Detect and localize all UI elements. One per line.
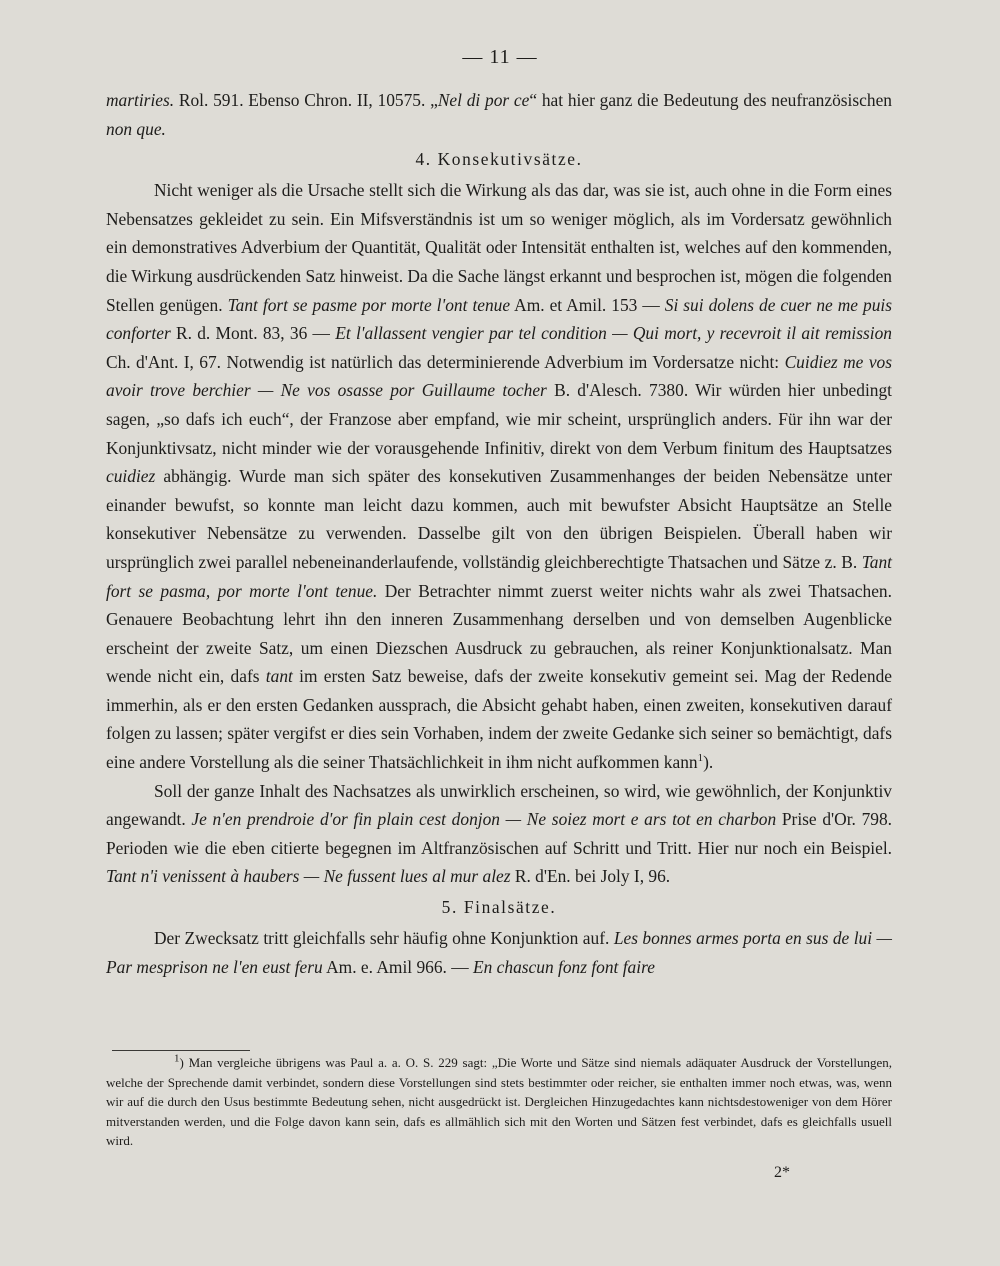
italic-phrase: Cuidiez me vos avoir trove berchier — Ne vos osasse por Guillaume tocher <box>106 351 892 401</box>
footnote-ref: 1 <box>697 752 704 765</box>
text-run: Ch. d'Ant. I, 67. Notwendig ist natürlich das determinierende Adverbium im Vordersatze nicht: <box>106 351 785 372</box>
text-run: Der Betrachter nimmt zuerst weiter nichts wahr als zwei Thatsachen. Genauere Beobachtung lehrt ihn den inneren Zusammenhang derselben und von demselben Augenblicke erscheint der zweite Satz, um einen Diezschen Ausdruck zu gebrauchen, als reiner Konjunktionalsatz. Man wende nicht ein, dafs <box>106 580 892 687</box>
text-run: Am. e. Amil 966. — <box>322 956 473 977</box>
italic-phrase: Nel di por ce <box>437 90 530 110</box>
signature-mark: 2* <box>774 1164 790 1181</box>
italic-phrase: Tant fort se pasme por morte l'ont tenue <box>227 294 511 315</box>
footnote-body: ) Man vergleiche übrigens was Paul a. a. O. S. 229 sagt: „Die Worte und Sätze sind niemals adäquater Ausdruck der Vorstellungen, welche der Sprechende damit verbindet, sondern diese Vorstellungen sind stets bestimmter oder reicher, sie enthalten immer noch etwas, was, wenn wir auf die durch den Usus bestimmte Bedeutung sehen, nicht ausgedrückt ist. Dergleichen Hinzugedachtes kann nichtsdestoweniger von dem Hörer mitverstanden werden, und die Folge davon kann sein, dafs es allmählich sich mit den Worten und Sätzen fest verbindet, dafs es gleichfalls usuell wird. <box>106 1055 892 1148</box>
text-run: im ersten Satz beweise, dafs der zweite konsekutiv gemeint sei. Mag der Redende immerhin, als er den ersten Gedanken aussprach, die Absicht gehabt haben, einen zweiten, konsekutiven darauf folgen zu lassen; später vergifst er dies sein Vorhaben, indem der zweite Gedanke sich seiner so bemächtigt, dafs eine andere Vorstellung als die seiner Thatsächlichkeit in ihm nicht aufkommen kann <box>106 666 892 773</box>
text-run: ). <box>703 752 714 773</box>
footnote <box>106 1053 892 1151</box>
text-run: Rol. 591. Ebenso Chron. II, 10575. „ <box>174 90 438 110</box>
italic-phrase: Tant fort se pasma, por morte l'ont tenue. <box>106 551 892 601</box>
italic-phrase: Je n'en prendroie d'or fin plain cest donjon — Ne soiez mort e ars tot en charbon <box>191 809 777 830</box>
text-run: R. d. Mont. 83, 36 — <box>170 323 336 344</box>
text-run: Soll der ganze Inhalt des Nachsatzes als unwirklich erscheinen, so wird, wie gewöhnlich, der Konjunktiv angewandt. <box>106 780 892 830</box>
footnote-text <box>106 1053 892 1151</box>
footnote-marker: 1 <box>174 1052 180 1065</box>
paragraph-2 <box>106 176 892 776</box>
text-run: “ hat hier ganz die Bedeutung des neufranzösischen <box>529 90 892 110</box>
text-run: Am. et Amil. 153 — <box>510 294 665 315</box>
page-number: — 11 — <box>462 46 538 68</box>
italic-phrase: martiries. <box>106 90 175 110</box>
section-heading-finalsaetze: 5. Finalsätze. <box>441 897 557 918</box>
italic-phrase: Si sui dolens de cuer ne me puis conforter <box>106 294 893 344</box>
paragraph-3 <box>106 777 892 891</box>
text-run: R. d'En. bei Joly I, 96. <box>510 866 671 887</box>
text-run: B. d'Alesch. 7380. Wir würden hier unbedingt sagen, „so dafs ich euch“, der Franzose aber empfand, wie mir scheint, ursprünglich anders. Für ihn war der Konjunktivsatz, nicht minder wie der vorausgehende Infinitiv, direkt von dem Verbum finitum des Hauptsatzes <box>106 380 892 458</box>
text-run: Prise d'Or. 798. Perioden wie die eben citierte begegnen im Altfranzösischen auf Schritt und Tritt. Hier nur noch ein Beispiel. <box>106 809 892 858</box>
italic-phrase: cuidiez <box>106 466 156 487</box>
italic-phrase: tant <box>265 666 293 687</box>
paragraph-1 <box>106 86 892 143</box>
text-run: Der Zwecksatz tritt gleichfalls sehr häufig ohne Konjunktion auf. <box>154 928 614 949</box>
text-run: abhängig. Wurde man sich später des konsekutiven Zusammenhanges der beiden Nebensätze unter einander bewufst, so konnte man leicht dazu kommen, auch mit bewufster Absicht Hauptsätze an Stelle konsekutiver Nebensätze zu verwenden. Dasselbe gilt von den übrigen Beispielen. Überall haben wir ursprünglich zwei parallel nebeneinanderlaufende, vollständig gleichberechtigte Thatsachen und Sätze z. B. <box>106 466 892 572</box>
italic-phrase: Tant n'i venissent à haubers — Ne fussent lues al mur alez <box>106 866 511 887</box>
italic-phrase: Et l'allassent vengier par tel condition — Qui mort, y recevroit il ait remission <box>335 323 892 344</box>
footnote-divider <box>112 1050 250 1051</box>
section-heading-konsekutivsaetze: 4. Konsekutivsätze. <box>415 149 583 170</box>
italic-phrase: En chascun fonz font faire <box>472 956 655 977</box>
italic-phrase: non que. <box>106 118 166 139</box>
paragraph-4 <box>106 924 892 981</box>
text-run: Nicht weniger als die Ursache stellt sich die Wirkung als das dar, was sie ist, auch ohne in die Form eines Nebensatzes gekleidet zu sein. Ein Mifsverständnis ist um so weniger möglich, als im Vordersatz gewöhnlich ein demonstratives Adverbium der Quantität, Qualität oder Intensität enthalten ist, welches auf den kommenden, die Wirkung ausdrückenden Satz hinweist. Da die Sache längst erkannt und besprochen ist, mögen die folgenden Stellen genügen. <box>106 180 892 315</box>
italic-phrase: Les bonnes armes porta en sus de lui — Par mesprison ne l'en eust feru <box>106 928 892 977</box>
main-text <box>106 86 892 981</box>
